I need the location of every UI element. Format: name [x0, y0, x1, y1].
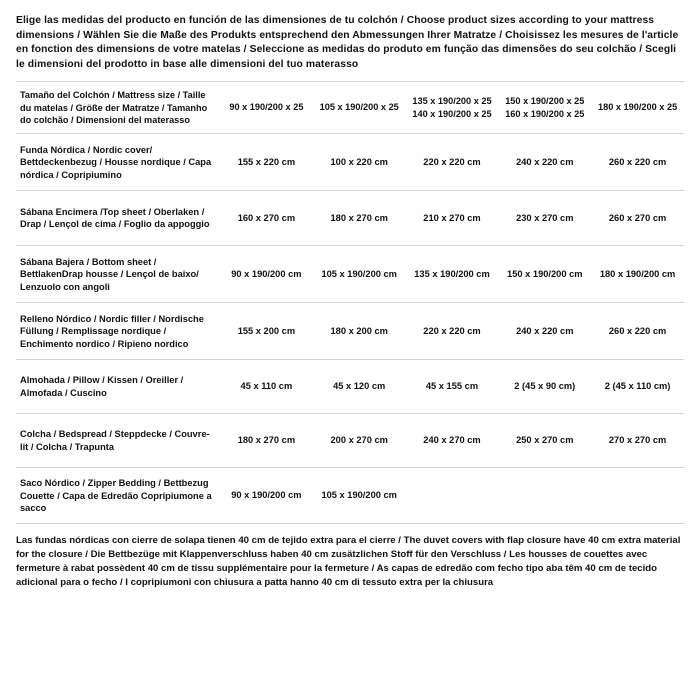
row-value: 2 (45 x 90 cm)	[498, 360, 591, 414]
row-label: Sábana Encimera /Top sheet / Oberlaken / Drap / Lençol de cima / Foglio da appoggio	[16, 191, 220, 246]
row-label: Saco Nórdico / Zipper Bedding / Bettbezug Couette / Capa de Edredão Copripiumone a sacco	[16, 468, 220, 524]
row-value: 240 x 220 cm	[498, 134, 591, 191]
footnote-text: Las fundas nórdicas con cierre de solapa tienen 40 cm de tejido extra para el cierre / The duvet covers with flap closure have 40 cm extra material for the closure / Die Bettbezüge mit Klappenverschluss haben 40 cm zusätzlichen Stoff für den Verschluss / Les housses de couettes avec fermeture à rabat possèdent 40 cm de tissu supplémentaire pour la fermeture / As capas de edredão com fecho tipo aba têm 40 cm de tecido adicional para o fecho / I copripiumoni con chiusura a patta hanno 40 cm di tessuto extra per la chiusura	[16, 535, 681, 589]
row-label: Funda Nórdica / Nordic cover/ Bettdeckenbezug / Housse nordique / Capa nórdica / Copripiumino	[16, 134, 220, 191]
row-value: 270 x 270 cm	[591, 414, 684, 468]
row-value: 100 x 220 cm	[313, 134, 406, 191]
row-label: Sábana Bajera / Bottom sheet / BettlakenDrap housse / Lençol de baixo/ Lenzuolo con angoli	[16, 246, 220, 303]
row-value: 230 x 270 cm	[498, 191, 591, 246]
row-value: 260 x 270 cm	[591, 191, 684, 246]
row-value: 180 x 190/200 cm	[591, 246, 684, 303]
row-label: Almohada / Pillow / Kissen / Oreiller / Almofada / Cuscino	[16, 360, 220, 414]
row-value: 45 x 110 cm	[220, 360, 313, 414]
header-label-cell: Tamaño del Colchón / Mattress size / Taille du matelas / Größe der Matratze / Tamanho do colchão / Dimensioni del materasso	[16, 82, 220, 134]
row-value: 180 x 200 cm	[313, 303, 406, 360]
header-col-3: 135 x 190/200 x 25 140 x 190/200 x 25	[406, 82, 499, 134]
row-value	[591, 468, 684, 524]
header-col-1: 90 x 190/200 x 25	[220, 82, 313, 134]
header-col-4: 150 x 190/200 x 25 160 x 190/200 x 25	[498, 82, 591, 134]
table-body	[16, 82, 684, 524]
row-value: 105 x 190/200 cm	[313, 246, 406, 303]
row-value: 90 x 190/200 cm	[220, 468, 313, 524]
table-row	[16, 414, 684, 468]
row-value	[498, 468, 591, 524]
table-row	[16, 191, 684, 246]
row-value: 240 x 270 cm	[406, 414, 499, 468]
header-col-5: 180 x 190/200 x 25	[591, 82, 684, 134]
row-value: 220 x 220 cm	[406, 303, 499, 360]
row-value: 155 x 200 cm	[220, 303, 313, 360]
table-row	[16, 303, 684, 360]
header-col-2: 105 x 190/200 x 25	[313, 82, 406, 134]
row-value: 135 x 190/200 cm	[406, 246, 499, 303]
row-value: 160 x 270 cm	[220, 191, 313, 246]
table-row	[16, 134, 684, 191]
intro-text: Elige las medidas del producto en función de las dimensiones de tu colchón / Choose product sizes according to your mattress dimensions / Wählen Sie die Maße des Produkts entsprechend den Abmessungen Ihrer Matratze / Choisissez les mesures de l'article en fonction des dimensions de votre matelas / Seleccione as medidas do produto em função das dimensões do seu colchão / Scegli le dimensioni del prodotto in base alle dimensioni del tuo materasso	[16, 15, 679, 70]
row-value: 105 x 190/200 cm	[313, 468, 406, 524]
row-value: 155 x 220 cm	[220, 134, 313, 191]
row-value: 200 x 270 cm	[313, 414, 406, 468]
row-value: 180 x 270 cm	[313, 191, 406, 246]
row-value: 260 x 220 cm	[591, 134, 684, 191]
row-value: 210 x 270 cm	[406, 191, 499, 246]
table-header-row	[16, 82, 684, 134]
row-value: 90 x 190/200 cm	[220, 246, 313, 303]
row-value: 250 x 270 cm	[498, 414, 591, 468]
row-value: 2 (45 x 110 cm)	[591, 360, 684, 414]
row-value	[406, 468, 499, 524]
table-row	[16, 246, 684, 303]
row-label: Relleno Nórdico / Nordic filler / Nordische Füllung / Remplissage nordique / Enchimento nordico / Ripieno nordico	[16, 303, 220, 360]
row-value: 45 x 120 cm	[313, 360, 406, 414]
row-value: 220 x 220 cm	[406, 134, 499, 191]
row-value: 45 x 155 cm	[406, 360, 499, 414]
row-value: 180 x 270 cm	[220, 414, 313, 468]
row-label: Colcha / Bedspread / Steppdecke / Couvre-lit / Colcha / Trapunta	[16, 414, 220, 468]
size-guide-table	[16, 81, 684, 524]
table-row	[16, 468, 684, 524]
table-row	[16, 360, 684, 414]
row-value: 150 x 190/200 cm	[498, 246, 591, 303]
row-value: 240 x 220 cm	[498, 303, 591, 360]
row-value: 260 x 220 cm	[591, 303, 684, 360]
